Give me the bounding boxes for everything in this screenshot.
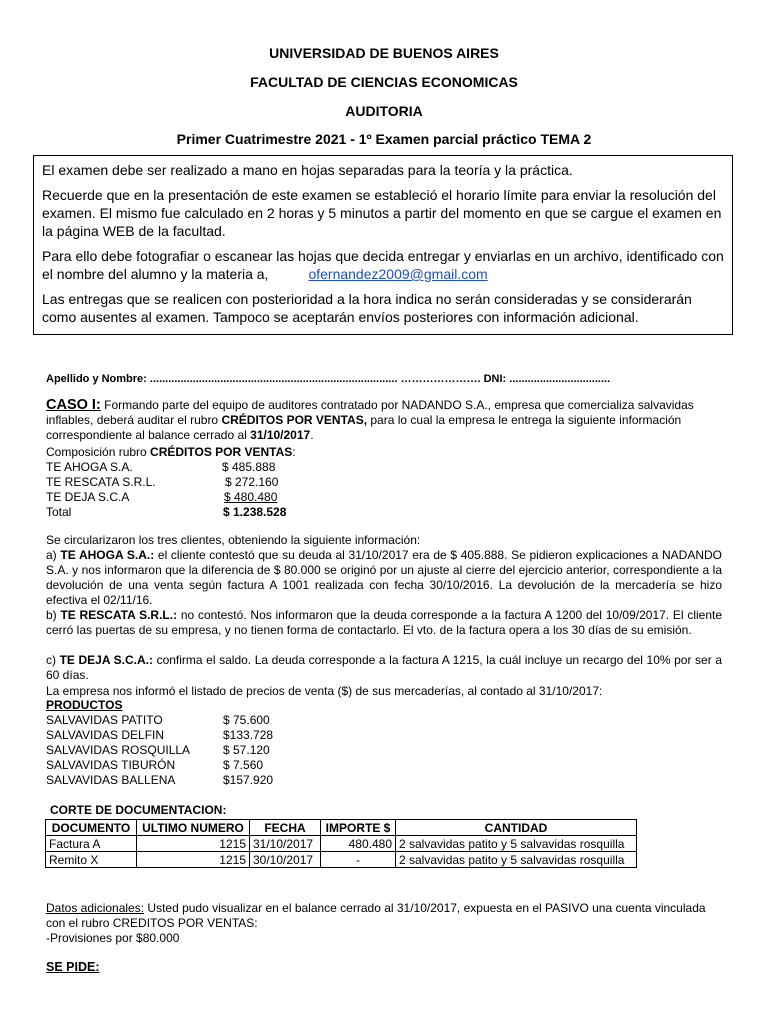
column-header: CANTIDAD bbox=[396, 820, 637, 836]
caso-intro-end: . bbox=[310, 428, 314, 442]
table-cell: 1215 bbox=[137, 836, 250, 852]
column-header: IMPORTE $ bbox=[321, 820, 396, 836]
item-a-prefix: a) bbox=[46, 548, 61, 562]
student-name-dni-line: Apellido y Nombre: ................................................................................. …………………. DNI: ................................. bbox=[46, 373, 611, 385]
product-price: $157.920 bbox=[223, 773, 274, 787]
table-cell: 480.480 bbox=[321, 836, 396, 852]
credit-amount: $ 272.160 bbox=[225, 475, 279, 489]
composition-label-bold: CRÉDITOS POR VENTAS bbox=[150, 445, 293, 459]
circularization-c bbox=[46, 653, 722, 683]
subject-title: AUDITORIA bbox=[345, 103, 423, 119]
instruction-time-limit: Recuerde que en la presentación de este examen se estableció el horario límite para enviar la resolución del examen. El mismo fue calculado en 2 horas y 5 minutos a partir del momento en que se cargue el examen en la página WEB de la facultad. bbox=[42, 187, 722, 239]
credit-amount: $ 485.888 bbox=[222, 460, 276, 474]
product-price: $ 75.600 bbox=[223, 713, 270, 727]
instruction-submission bbox=[42, 247, 725, 283]
product-name: SALVAVIDAS BALLENA bbox=[46, 773, 176, 787]
caso-intro-text-b: para lo cual la empresa le entrega la siguiente información correspondiente al balance cerrado al bbox=[46, 413, 682, 442]
item-c-client: TE DEJA S.C.A.: bbox=[59, 653, 153, 667]
product-price: $ 7.560 bbox=[223, 758, 264, 772]
additional-data-label: Datos adicionales: bbox=[46, 901, 145, 915]
item-b-client: TE RESCATA S.R.L.: bbox=[60, 608, 178, 622]
product-price: $133.728 bbox=[223, 728, 274, 742]
item-c-prefix: c) bbox=[46, 653, 60, 667]
university-title: UNIVERSIDAD DE BUENOS AIRES bbox=[269, 45, 499, 61]
table-row bbox=[46, 852, 637, 868]
credit-total-label: Total bbox=[46, 505, 72, 519]
exam-title: Primer Cuatrimestre 2021 - 1º Examen parcial práctico TEMA 2 bbox=[176, 131, 592, 147]
table-cell: 2 salvavidas patito y 5 salvavidas rosquilla bbox=[396, 836, 637, 852]
column-header: FECHA bbox=[250, 820, 321, 836]
item-b-text: no contestó. Nos informaron que la deuda corresponde a la factura A 1200 del 10/09/2017. El cliente cerró las puertas de su empresa, y no tienen forma de contactarlo. El vto. de la factura opera a los 30 días de su emisión. bbox=[46, 608, 723, 637]
faculty-title: FACULTAD DE CIENCIAS ECONOMICAS bbox=[250, 74, 518, 90]
column-header: ULTIMO NUMERO bbox=[137, 820, 250, 836]
credit-name: TE DEJA S.C.A bbox=[46, 490, 130, 504]
table-row bbox=[46, 836, 637, 852]
circularization-a bbox=[46, 548, 722, 608]
item-a-client: TE AHOGA S.A.: bbox=[60, 548, 155, 562]
product-name: SALVAVIDAS PATITO bbox=[46, 713, 163, 727]
composition-label bbox=[46, 445, 296, 460]
additional-data-text: Usted pudo visualizar en el balance cerrado al 31/10/2017, expuesta en el PASIVO una cuenta vinculada con el rubro CREDITOS POR VENTAS: bbox=[46, 901, 706, 930]
instructions-box bbox=[33, 155, 733, 335]
instruction-submission-text: Para ello debe fotografiar o escanear las hojas que decida entregar y enviarlas en un archivo, identificado con el nombre del alumno y la materia a, bbox=[42, 248, 724, 282]
se-pide-heading: SE PIDE: bbox=[46, 960, 100, 974]
caso-intro bbox=[46, 398, 722, 443]
credit-amount: $ 480.480 bbox=[224, 490, 278, 504]
instruction-late-submissions: Las entregas que se realicen con posterioridad a la hora indica no serán consideradas y se considerarán como ausentes al examen. Tampoco se aceptarán envíos posteriores con información adicional. bbox=[42, 291, 692, 325]
column-header: DOCUMENTO bbox=[46, 820, 137, 836]
composition-label-end: : bbox=[292, 445, 296, 459]
caso-intro-bold: CRÉDITOS POR VENTAS, bbox=[221, 413, 368, 427]
product-price: $ 57.120 bbox=[223, 743, 270, 757]
table-cell: 2 salvavidas patito y 5 salvavidas rosquilla bbox=[396, 852, 637, 868]
table-cell: Remito X bbox=[46, 852, 137, 868]
table-header-row bbox=[46, 820, 637, 836]
credit-total-amount: $ 1.238.528 bbox=[223, 505, 287, 519]
additional-data bbox=[46, 901, 722, 931]
product-name: SALVAVIDAS TIBURÓN bbox=[46, 758, 176, 772]
product-name: SALVAVIDAS ROSQUILLA bbox=[46, 743, 191, 757]
corte-title: CORTE DE DOCUMENTACION: bbox=[50, 803, 227, 817]
caso-title: CASO I: bbox=[46, 397, 101, 413]
email-link[interactable]: ofernandez2009@gmail.com bbox=[308, 266, 488, 282]
product-name: SALVAVIDAS DELFIN bbox=[46, 728, 165, 742]
corte-table bbox=[45, 819, 637, 868]
item-c-text: confirma el saldo. La deuda corresponde a la factura A 1215, la cuál incluye un recargo del 10% por ser a 60 días. bbox=[46, 653, 722, 682]
table-cell: 31/10/2017 bbox=[250, 836, 321, 852]
additional-data-item: -Provisiones por $80.000 bbox=[46, 931, 180, 945]
table-cell: 1215 bbox=[137, 852, 250, 868]
credit-name: TE RESCATA S.R.L. bbox=[46, 475, 156, 489]
composition-label-text: Composición rubro bbox=[46, 445, 151, 459]
prices-intro: La empresa nos informó el listado de precios de venta ($) de sus mercaderías, al contado al 31/10/2017: bbox=[46, 684, 603, 698]
credit-name: TE AHOGA S.A. bbox=[46, 460, 133, 474]
caso-intro-text-a: Formando parte del equipo de auditores contratado por NADANDO S.A., empresa que comercializa salvavidas inflables, deberá auditar el rubro bbox=[46, 398, 694, 427]
table-cell: Factura A bbox=[46, 836, 137, 852]
table-cell: 30/10/2017 bbox=[250, 852, 321, 868]
circularization-intro: Se circularizaron los tres clientes, obteniendo la siguiente información: bbox=[46, 533, 421, 547]
item-a-text: el cliente contestó que su deuda al 31/10/2017 era de $ 405.888. Se pidieron explicaciones a NADANDO S.A. y nos informaron que la diferencia de $ 80.000 se originó por un ajuste al cierre del ejercicio anterior, correspondiente a la devolución de una venta según factura A 1001 realizada con fecha 30/10/2016. La devolución de la mercadería se hizo efectiva el 02/11/16. bbox=[46, 548, 722, 607]
item-b-prefix: b) bbox=[46, 608, 61, 622]
table-cell: - bbox=[321, 852, 396, 868]
instruction-handwritten: El examen debe ser realizado a mano en hojas separadas para la teoría y la práctica. bbox=[42, 162, 573, 178]
circularization-b bbox=[46, 608, 722, 638]
products-title: PRODUCTOS bbox=[46, 698, 123, 712]
caso-intro-date: 31/10/2017 bbox=[250, 428, 311, 442]
